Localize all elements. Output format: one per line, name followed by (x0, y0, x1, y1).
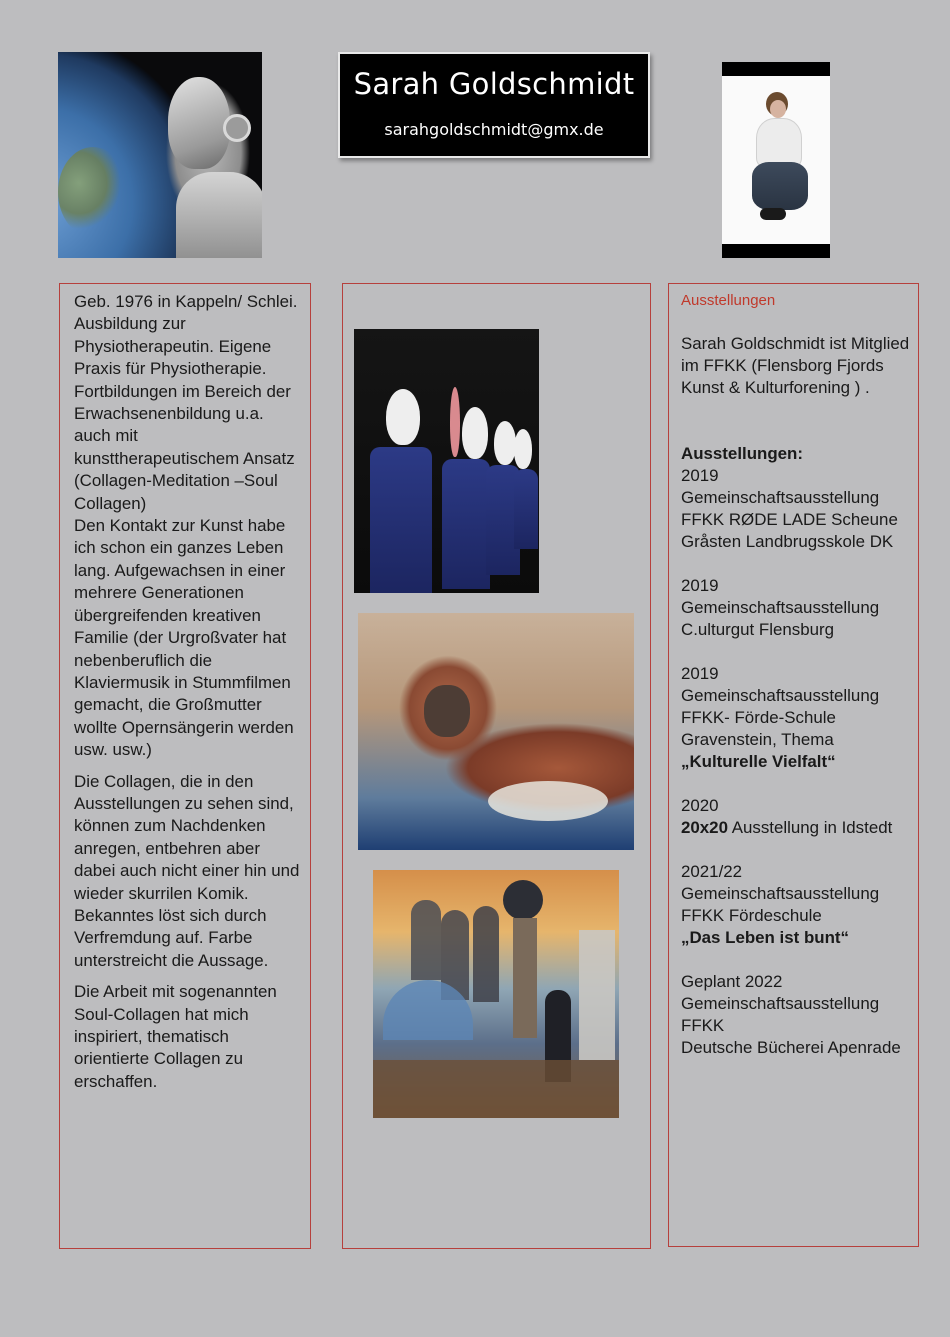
exhibition-6-venue: Deutsche Bücherei Apenrade (681, 1038, 901, 1057)
exhibitions-text (681, 290, 913, 1081)
artist-email[interactable]: sarahgoldschmidt@gmx.de (384, 120, 604, 139)
collage-city-silhouettes (373, 870, 619, 1118)
exhibitions-list-heading: Ausstellungen: (681, 444, 803, 463)
robot-earth-image (58, 52, 262, 258)
bio-paragraph-1: Geb. 1976 in Kappeln/ Schlei. Ausbildung zur Physiotherapeutin. Eigene Praxis für Physiotherapie. Fortbildungen im Bereich der Erwachsenenbildung u.a. auch mit kunsttherapeutischem Ansatz (Collagen-Meditation –Soul Collagen) (74, 292, 298, 513)
membership-text: Sarah Goldschmidt ist Mitglied im FFKK (Flensborg Fjords Kunst & Kulturforening ) . (681, 334, 910, 397)
exhibition-3-theme: „Kulturelle Vielfalt“ (681, 752, 836, 771)
bio-paragraph-3: Die Arbeit mit sogenannten Soul-Collagen hat mich inspiriert, thematisch orientierte Collagen zu erschaffen. (74, 982, 277, 1091)
bio-paragraph-2: Die Collagen, die in den Ausstellungen zu sehen sind, können zum Nachdenken anregen, entbehren aber dabei auch nicht einer hin und wieder skurrilen Komik. Bekanntes löst sich durch Verfremdung auf. Farbe unterstreicht die Aussage. (74, 771, 300, 970)
artist-name: Sarah Goldschmidt (353, 67, 635, 101)
collage-birds-sailors (354, 329, 539, 593)
exhibition-5-text: Gemeinschaftsausstellung FFKK Fördeschule (681, 884, 880, 925)
exhibitions-heading: Ausstellungen (681, 292, 776, 309)
exhibition-6-text: Gemeinschaftsausstellung FFKK (681, 994, 880, 1035)
bio-paragraph-1b: Den Kontakt zur Kunst habe ich schon ein ganzes Leben lang. Aufgewachsen in einer mehrere Generationen übergreifenden kreativen Familie (der Urgroßvater hat nebenberuflich die Klaviermusik in Stummfilmen gemacht, die Großmutter wollte Opernsängerin werden usw. usw.) (74, 516, 294, 760)
exhibition-4-line (681, 817, 913, 839)
exhibition-4-year: 2020 (681, 796, 719, 815)
artist-portrait (722, 62, 830, 258)
exhibition-3-year: 2019 (681, 664, 719, 683)
exhibition-1-text: Gemeinschaftsausstellung FFKK RØDE LADE Scheune Gråsten Landbrugsskole DK (681, 488, 898, 551)
name-banner (338, 52, 650, 158)
biography-text (74, 291, 304, 1102)
exhibition-6-year: Geplant 2022 (681, 972, 783, 991)
collage-orangutan (358, 613, 634, 850)
exhibition-2-text: Gemeinschaftsausstellung C.ulturgut Flensburg (681, 598, 880, 639)
exhibition-2-year: 2019 (681, 576, 719, 595)
exhibition-5-theme: „Das Leben ist bunt“ (681, 928, 849, 947)
exhibition-4-text: Ausstellung in Idstedt (727, 818, 893, 837)
exhibition-4-bold: 20x20 (681, 818, 728, 837)
exhibition-5-year: 2021/22 (681, 862, 743, 881)
exhibition-3-text: Gemeinschaftsausstellung FFKK- Förde-Schule Gravenstein, Thema (681, 686, 880, 749)
exhibition-1-year: 2019 (681, 466, 719, 485)
